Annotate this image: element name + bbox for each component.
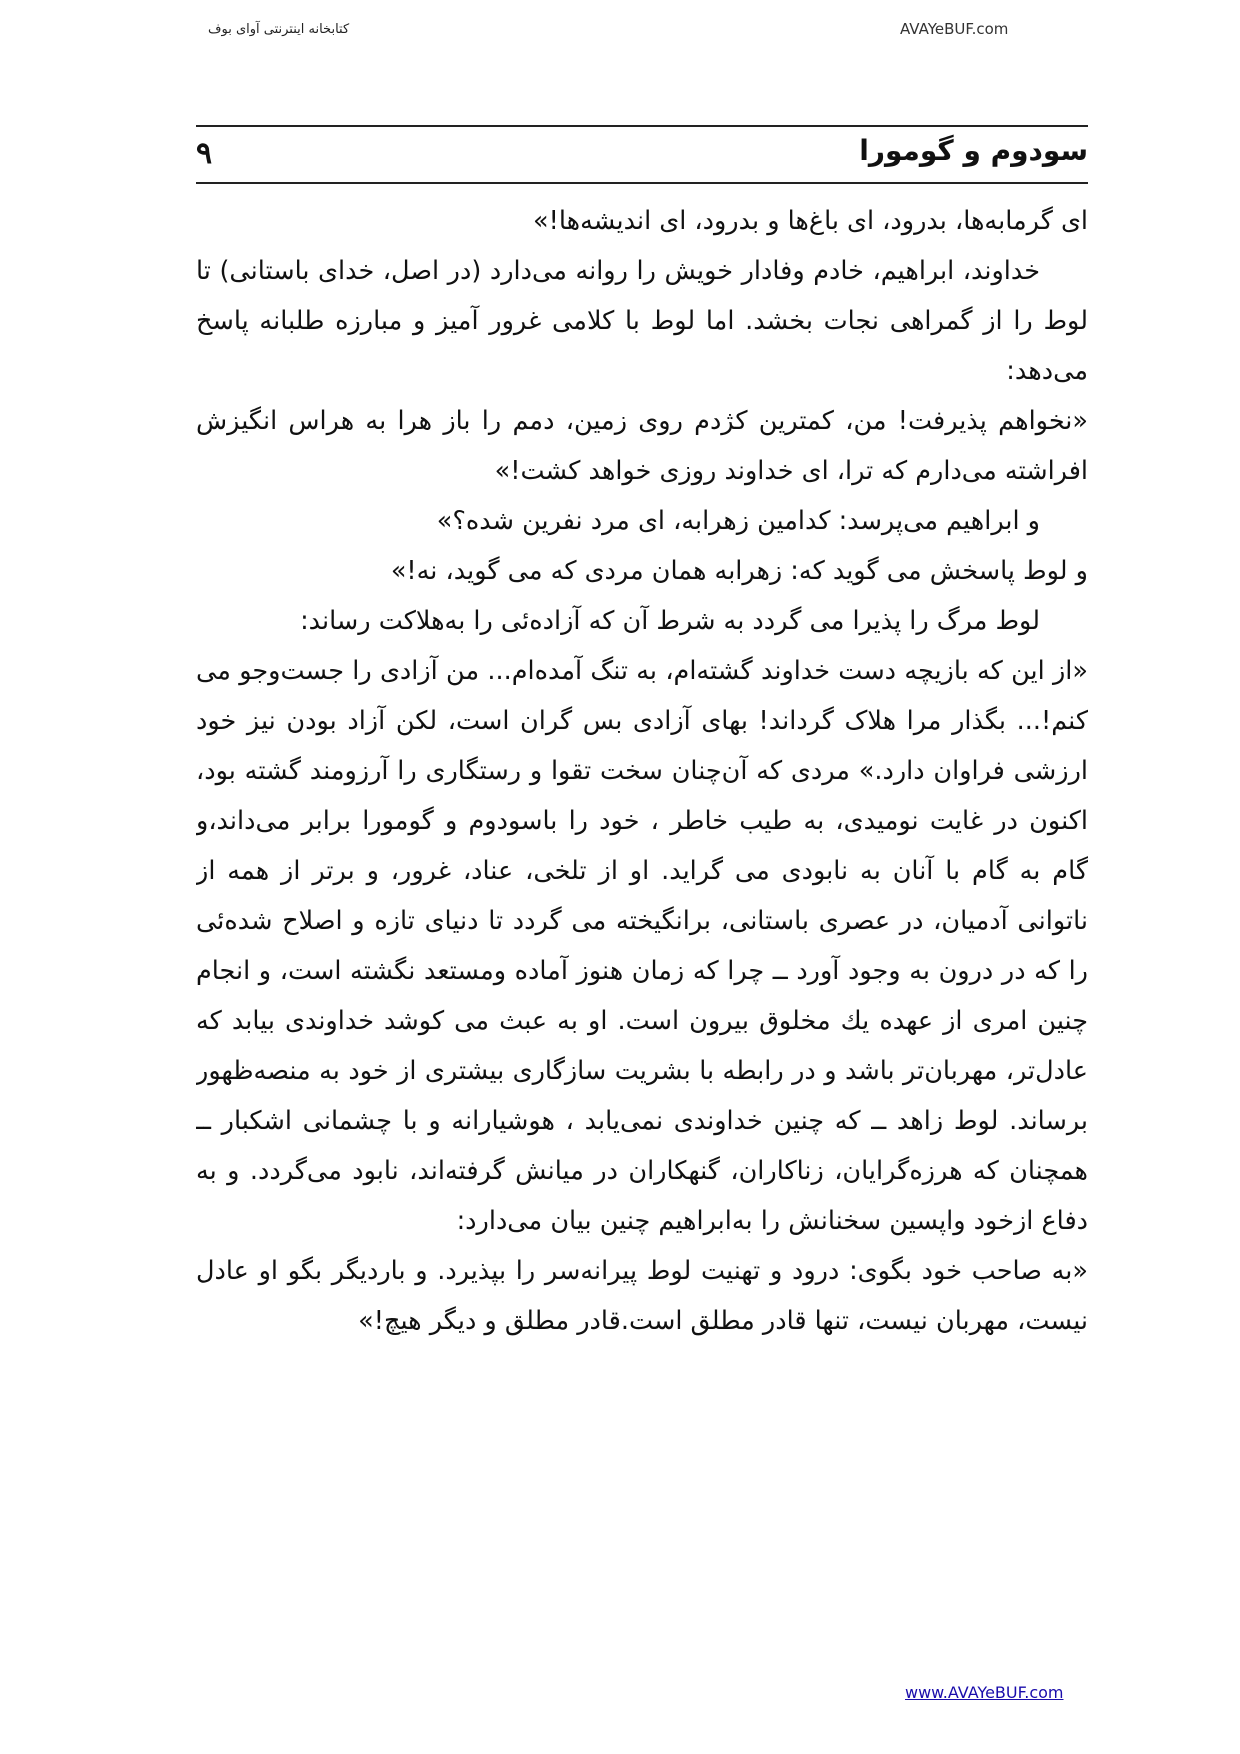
paragraph: و ابراهیم می‌پرسد: کدامین زهرابه، ای مرد نفرین شده؟» <box>436 506 1040 536</box>
header-bottom-rule <box>196 182 1088 184</box>
paragraph: لوط مرگ را پذیرا می گردد به شرط آن که آزاده‌ئی را به‌هلاکت رساند: <box>300 606 1040 636</box>
page-number: ۹ <box>196 136 213 171</box>
header-top-rule <box>196 125 1088 127</box>
site-url-header: AVAYeBUF.com <box>900 20 1009 38</box>
paragraph: و لوط پاسخش می گوید که: زهرابه همان مردی که می گوید، نه!» <box>390 556 1088 586</box>
running-title: سودوم و گومورا <box>859 134 1088 167</box>
site-name-header: کتابخانه اینترنتی آوای بوف <box>208 22 350 37</box>
footer-website-link[interactable]: www.AVAYeBUF.com <box>905 1683 1064 1702</box>
paragraph: خداوند، ابراهیم، خادم وفادار خویش را روانه می‌دارد (در اصل، خدای باستانی) تا لوط را از گمراهی نجات بخشد. اما لوط با کلامی غرور آمیز و مبارزه طلبانه پاسخ می‌دهد: <box>196 256 1088 386</box>
paragraph: ای گرمابه‌ها، بدرود، ای باغ‌ها و بدرود، ای اندیشه‌ها!» <box>533 206 1088 236</box>
quote-paragraph: «به صاحب خود بگوی: درود و تهنیت لوط پیرانه‌سر را بپذیرد. و باردیگر بگو او عادل نیست، مهربان نیست، تنها قادر مطلق است.قادر مطلق و دیگر هیچ!» <box>196 1256 1088 1336</box>
page-body <box>196 196 1088 1646</box>
quote-paragraph: «نخواهم پذیرفت! من، کمترین کژدم روی زمین، دمم را باز هرا به هراس انگیزش افراشته‌ می‌دارم که ترا، ای خداوند روزی خواهد کشت!» <box>196 406 1088 486</box>
quote-paragraph: «از این که بازیچه دست خداوند گشته‌ام، به تنگ آمده‌ام... من آزادی را جست‌وجو می کنم!... بگذار مرا هلاک گرداند! بهای آزادی بس گران است، لکن آزاد بودن نیز خود ارزشی فراوان دارد.» مردی که آن‌چنان سخت تقوا و رستگاری را آرزومند گشته بود، اکنون در غایت نومیدی، به طیب خاطر ، خود را باسودوم و گومورا برابر می‌داند،و گام به گام با آنان به نابودی می گراید. او از تلخی، عناد، غرور، و برتر از همه از ناتوانی آدمیان، در عصری باستانی، برانگیخته می گردد تا دنیای تازه و اصلاح شده‌ئی را که در درون به وجود آورد ــ چرا که زمان هنوز آماده ومستعد نگشته است، و انجام چنین امری از عهده یك مخلوق بیرون است. او به عبث می کوشد خداوندی بیابد که عادل‌تر، مهربان‌تر باشد و در رابطه با بشریت سازگاری بیشتری از خود به منصه‌ظهور برساند. لوط زاهد ــ که چنین خداوندی نمی‌یابد ، هوشیارانه و با چشمانی اشکبار ــ همچنان که هرزه‌گرایان، زناکاران، گنهکاران در میانش گرفته‌اند، نابود می‌گردد. و به دفاع ازخود واپسین سخنانش را به‌ابراهیم چنین بیان می‌دارد: <box>196 656 1088 1236</box>
